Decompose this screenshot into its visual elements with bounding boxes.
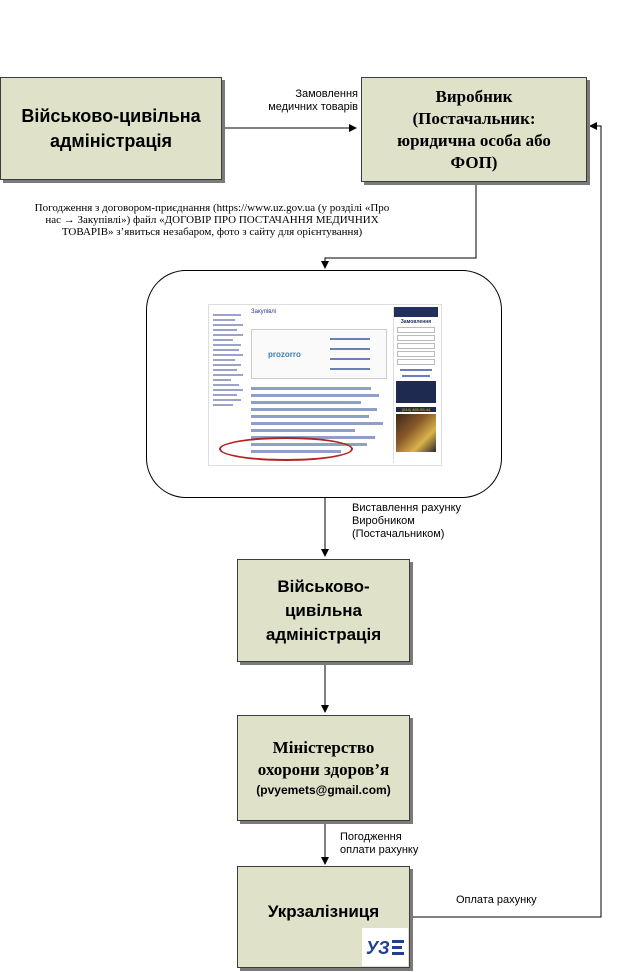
ministry-title: Міністерство охорони здоров’я [257, 738, 390, 779]
producer-title: Виробник [435, 86, 513, 106]
label-agreement: Погодження з договором-приєднання (https://www.uz.gov.ua (у розділі «Про нас → Закупівлі») файл «ДОГОВІР ПРО ПОСТАЧАННЯ МЕДИЧНИХ ТОВАРІВ» з’явиться незабаром, фото з сайту для орієнтування) [34, 202, 390, 238]
highlight-ellipse [219, 437, 353, 461]
sidebar-phone: (044) 465-55-44 [396, 407, 436, 412]
uz-logo-text: УЗ [366, 938, 390, 958]
uz-logo [362, 928, 408, 966]
ministry-box [237, 715, 410, 821]
website-screenshot [208, 304, 442, 466]
ministry-email: (pvyemets@gmail.com) [256, 783, 391, 797]
label-invoice: Виставлення рахунку Виробником (Постачальником) [352, 502, 462, 540]
admin-box-middle-label: Військово-цивільна адміністрація [265, 576, 382, 644]
prozorro-logo: prozorro [268, 350, 301, 359]
screenshot-heading: Закупівлі [251, 309, 277, 315]
admin-box-top-label: Військово-цивільна адміністрація [21, 105, 201, 151]
label-payment: Оплата рахунку [456, 894, 537, 906]
producer-box [361, 77, 587, 182]
label-order: Замовлення медичних товарів [268, 88, 358, 113]
admin-box-top [0, 77, 222, 180]
label-approval: Погодження оплати рахунку [340, 831, 419, 856]
screenshot-left-nav [213, 311, 247, 409]
uz-label: Укрзалізниця [267, 902, 380, 921]
screenshot-sidebar [393, 307, 438, 463]
producer-subtitle: (Постачальник: юридична особа або ФОП) [397, 108, 551, 172]
sidebar-title: Замовлення [400, 319, 432, 325]
screenshot-prozorro-card [251, 329, 387, 379]
sidebar-photo [396, 414, 436, 452]
admin-box-middle [237, 559, 410, 662]
uz-logo-icon [362, 928, 408, 966]
